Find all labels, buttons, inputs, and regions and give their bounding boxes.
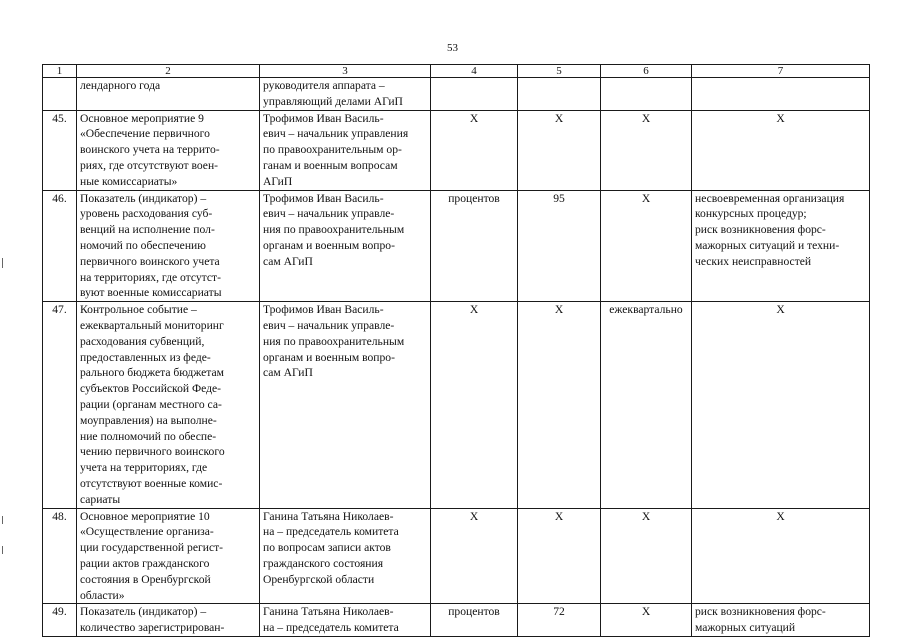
- scan-edge-mark: [2, 516, 3, 524]
- row-number: 47.: [43, 302, 77, 508]
- row-number: 49.: [43, 604, 77, 637]
- target-value: Х: [518, 110, 601, 190]
- responsible-person: Трофимов Иван Василь- евич – начальник управле- ния по правоохранительным органам и военным вопро- сам АГиП: [260, 190, 431, 302]
- unit: Х: [431, 110, 518, 190]
- column-number: 2: [77, 65, 260, 78]
- item-name: лендарного года: [77, 78, 260, 111]
- unit: процентов: [431, 604, 518, 637]
- target-value: Х: [518, 508, 601, 604]
- target-value: Х: [518, 302, 601, 508]
- responsible-person: руководителя аппарата – управляющий делами АГиП: [260, 78, 431, 111]
- column-number: 1: [43, 65, 77, 78]
- unit: процентов: [431, 190, 518, 302]
- column-number: 7: [692, 65, 870, 78]
- risk: Х: [692, 110, 870, 190]
- deadline: Х: [601, 190, 692, 302]
- risk: Х: [692, 302, 870, 508]
- target-value: [518, 78, 601, 111]
- table-row: [43, 508, 870, 604]
- table-row: [43, 78, 870, 111]
- responsible-person: Ганина Татьяна Николаев- на – председатель комитета по вопросам записи актов гражданского состояния Оренбургской области: [260, 508, 431, 604]
- target-value: 95: [518, 190, 601, 302]
- scan-edge-mark: [2, 546, 3, 554]
- unit: [431, 78, 518, 111]
- responsible-person: Трофимов Иван Василь- евич – начальник управления по правоохранительным ор- ганам и военным вопросам АГиП: [260, 110, 431, 190]
- column-number-row: [43, 65, 870, 78]
- row-number: 48.: [43, 508, 77, 604]
- table-row: [43, 604, 870, 637]
- row-number: 46.: [43, 190, 77, 302]
- column-number: 6: [601, 65, 692, 78]
- item-name: Показатель (индикатор) – количество зарегистрирован-: [77, 604, 260, 637]
- item-name: Контрольное событие – ежеквартальный мониторинг расходования субвенций, предоставленных из феде- рального бюджета бюджетам субъектов Российской Феде- рации (органам местного са- моуправления) на выполне- ние полномочий по обеспе- чению первичного воинского учета на территориях, где отсутствуют военные комис- сариаты: [77, 302, 260, 508]
- deadline: Х: [601, 508, 692, 604]
- page-number: 53: [447, 42, 458, 54]
- risk: [692, 78, 870, 111]
- unit: Х: [431, 302, 518, 508]
- row-number: [43, 78, 77, 111]
- table-row: [43, 110, 870, 190]
- risk: несвоевременная организация конкурсных процедур; риск возникновения форс- мажорных ситуаций и техни- ческих неисправностей: [692, 190, 870, 302]
- column-number: 4: [431, 65, 518, 78]
- risk: риск возникновения форс- мажорных ситуаций: [692, 604, 870, 637]
- table-row: [43, 190, 870, 302]
- deadline: Х: [601, 604, 692, 637]
- row-number: 45.: [43, 110, 77, 190]
- column-number: 3: [260, 65, 431, 78]
- risk: Х: [692, 508, 870, 604]
- table-row: [43, 302, 870, 508]
- measures-table: [42, 64, 870, 637]
- column-number: 5: [518, 65, 601, 78]
- scan-edge-mark: [2, 258, 3, 268]
- target-value: 72: [518, 604, 601, 637]
- deadline: [601, 78, 692, 111]
- item-name: Показатель (индикатор) – уровень расходования суб- венций на исполнение пол- номочий по обеспечению первичного воинского учета на территориях, где отсутст- вуют военные комиссариаты: [77, 190, 260, 302]
- responsible-person: Трофимов Иван Василь- евич – начальник управле- ния по правоохранительным органам и военным вопро- сам АГиП: [260, 302, 431, 508]
- deadline: Х: [601, 110, 692, 190]
- item-name: Основное мероприятие 9 «Обеспечение первичного воинского учета на террито- риях, где отсутствуют воен- ные комиссариаты»: [77, 110, 260, 190]
- unit: Х: [431, 508, 518, 604]
- item-name: Основное мероприятие 10 «Осуществление организа- ции государственной регист- рации актов гражданского состояния в Оренбургской области»: [77, 508, 260, 604]
- responsible-person: Ганина Татьяна Николаев- на – председатель комитета: [260, 604, 431, 637]
- deadline: ежеквартально: [601, 302, 692, 508]
